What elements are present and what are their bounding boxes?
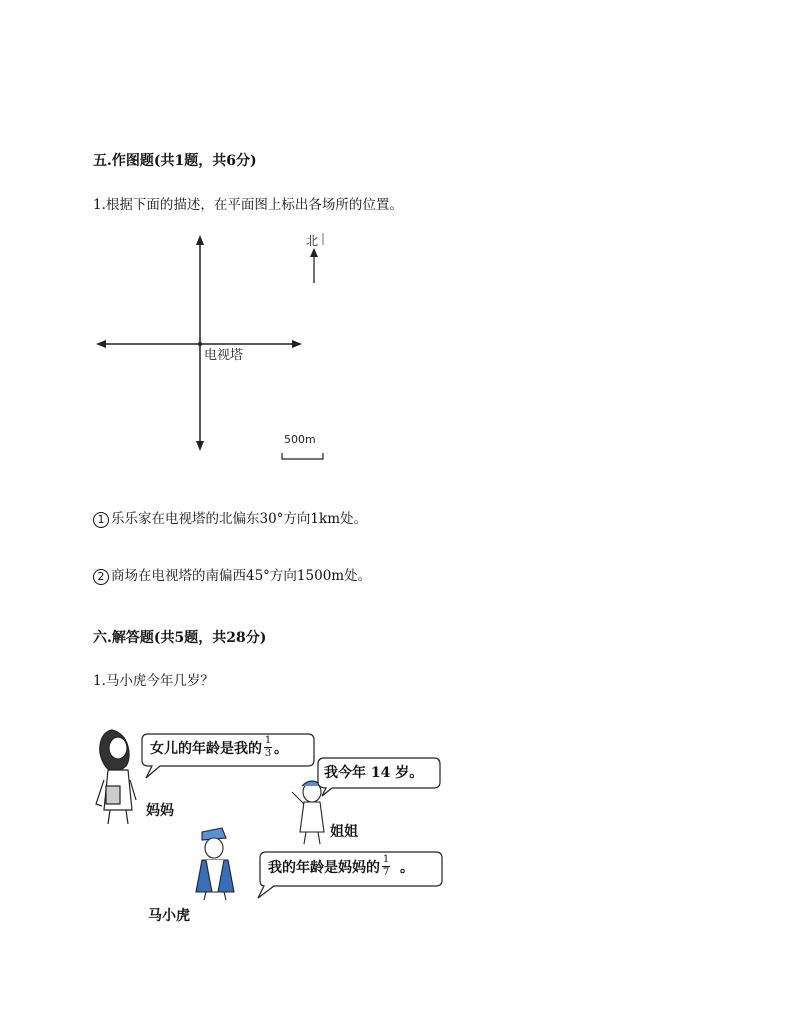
tv-tower-point (198, 342, 202, 346)
axis-arrow-right (292, 340, 302, 348)
fraction-one-third: $\frac{1}{3}$ (264, 735, 272, 759)
north-arrow-icon (310, 248, 318, 257)
section-heading-6: 六.解答题(共5题，共28分) (93, 630, 267, 646)
question-text: 1.马小虎今年几岁？ (93, 673, 214, 689)
tv-tower-label: 电视塔 (204, 348, 244, 363)
mom-name: 妈妈 (146, 803, 174, 819)
mom-figure (96, 730, 136, 824)
description-item-2: 2 商场在电视塔的南偏西45°方向1500m处。 (93, 564, 371, 585)
north-label: 北 (306, 234, 319, 248)
boy-name: 马小虎 (148, 908, 190, 924)
circle-number: 1 (93, 512, 109, 528)
question-text: 1.根据下面的描述，在平面图上标出各场所的位置。 (93, 197, 403, 213)
description-item-1: 1 乐乐家在电视塔的北偏东30°方向1km处。 (93, 507, 367, 528)
section-heading-5: 五.作图题(共1题，共6分) (93, 153, 257, 169)
sister-figure (292, 781, 324, 844)
scale-bar (282, 453, 323, 459)
sister-name: 姐姐 (330, 824, 358, 840)
axis-arrow-down (196, 441, 204, 451)
scale-label: 500m (284, 433, 316, 446)
boy-figure (196, 828, 234, 900)
axis-arrow-left (96, 340, 106, 348)
axis-arrow-up (196, 235, 204, 245)
sister-speech-text: 我今年 14 岁。 (324, 765, 424, 781)
boy-speech-text: 我的年龄是妈妈的 $\frac{1}{7}$ 。 (268, 854, 414, 878)
mom-speech-text: 女儿的年龄是我的 $\frac{1}{3}$ 。 (150, 735, 288, 759)
map-diagram (90, 225, 340, 470)
circle-number: 2 (93, 569, 109, 585)
fraction-one-seventh: $\frac{1}{7}$ (382, 854, 390, 878)
